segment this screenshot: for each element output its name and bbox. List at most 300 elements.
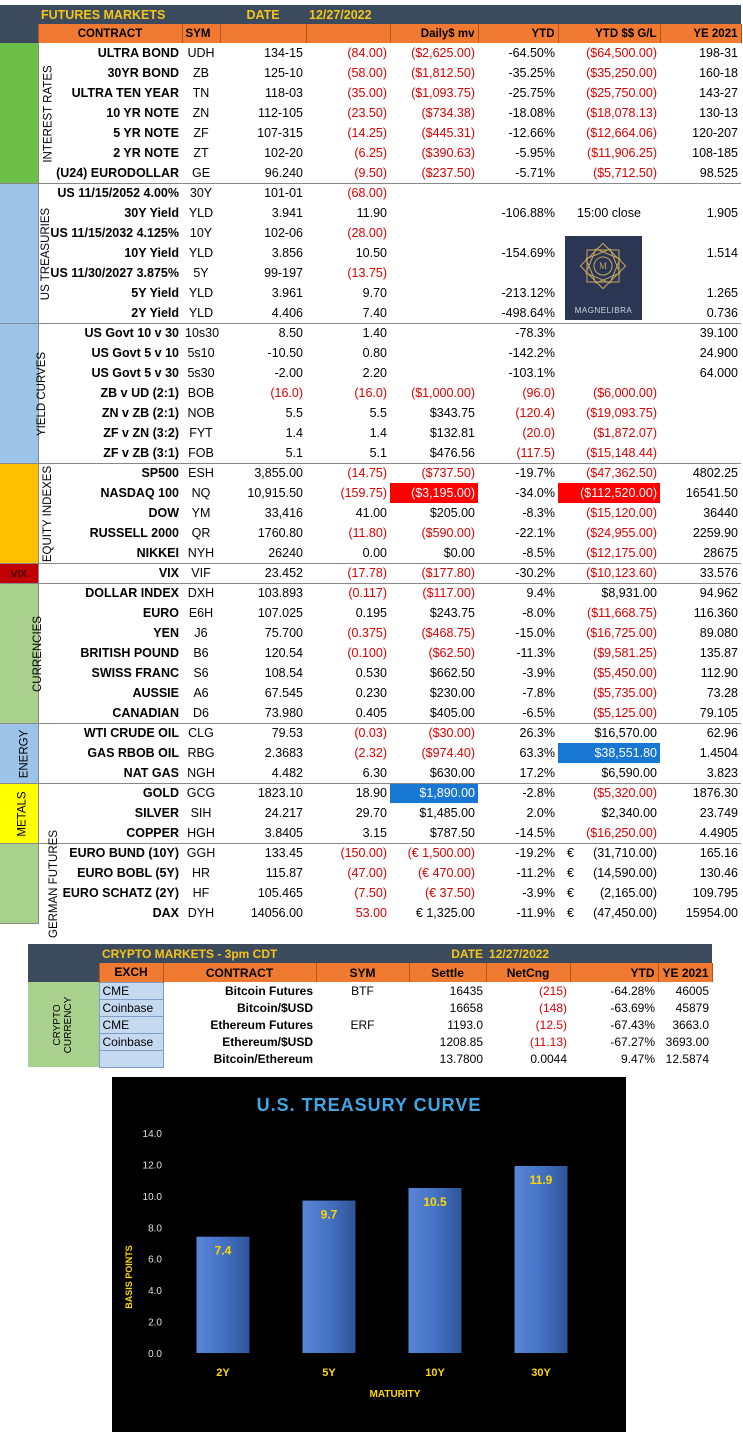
symbol-cell: DYH: [187, 906, 215, 920]
symbol-cell: ESH: [182, 463, 220, 483]
symbol-cell: HGH: [187, 825, 215, 840]
change-cell: 11.90: [356, 206, 387, 220]
futures-row: [0, 883, 741, 903]
change-cell: (0.117): [306, 583, 390, 603]
symbol-cell: 10Y: [189, 226, 213, 240]
daily-mv-cell: $630.00: [429, 765, 475, 780]
ye2021-cell: 130.46: [699, 866, 738, 880]
bar-10y: [409, 1188, 462, 1353]
daily-mv-cell: [390, 263, 478, 283]
futures-row: [0, 343, 741, 363]
ytd-gl-cell: ($6,000.00): [593, 386, 657, 400]
symbol-cell: YLD: [188, 286, 214, 300]
change-cell: 53.00: [355, 906, 387, 920]
price-cell: 23.452: [220, 563, 306, 583]
contract-cell: SILVER: [134, 806, 179, 820]
contract-cell: DOW: [148, 506, 179, 520]
y-tick-label: 4.0: [148, 1286, 162, 1298]
symbol-cell: QR: [191, 526, 211, 540]
change-cell: 18.90: [306, 783, 390, 803]
bar-value-label: 7.4: [214, 1243, 232, 1258]
daily-mv-cell: $205.00: [429, 506, 475, 520]
crypto-row: [28, 1050, 712, 1067]
symbol-cell: ZF: [193, 126, 209, 140]
change-cell: 0.80: [362, 346, 387, 360]
futures-row: [0, 543, 741, 563]
futures-row: [0, 403, 741, 423]
symbol-cell: YLD: [188, 206, 214, 220]
symbol-cell: 5s30: [187, 366, 215, 380]
symbol-cell: DXH: [182, 583, 220, 603]
col-crypto-sym: SYM: [316, 963, 409, 982]
settle-cell: 1208.85: [439, 1034, 484, 1049]
ytd-gl-cell: [558, 883, 660, 903]
futures-row: [0, 623, 741, 643]
ytd-gl-cell: ($11,906.25): [587, 146, 657, 160]
group-label-text: EQUITY INDEXES: [42, 465, 55, 563]
contract-cell: EURO BOBL (5Y): [77, 866, 179, 880]
daily-mv-cell: ($117.00): [390, 583, 478, 603]
crypto-ytd-cell: 9.47%: [621, 1051, 656, 1066]
price-cell: 5.5: [285, 406, 303, 420]
ytd-gl-cell: ($24,955.00): [586, 526, 657, 540]
symbol-cell: HR: [191, 866, 211, 880]
ye2021-cell: 0.736: [706, 305, 738, 320]
futures-row: [0, 103, 741, 123]
futures-row: [0, 603, 741, 623]
ye2021-cell: 135.87: [699, 646, 738, 660]
change-cell: (0.375): [347, 626, 387, 640]
ytd-cell: -11.3%: [516, 646, 555, 660]
bar-value-label: 9.7: [320, 1207, 338, 1222]
ye2021-cell: 116.360: [693, 606, 738, 620]
daily-mv-cell: ($3,195.00): [390, 483, 478, 503]
ytd-gl-cell: ($1,872.07): [593, 426, 657, 440]
futures-row: [0, 483, 741, 503]
futures-row: [0, 783, 741, 803]
change-cell: (84.00): [347, 46, 387, 60]
futures-row: [0, 763, 741, 783]
crypto-date: 12/27/2022: [486, 944, 570, 963]
price-cell: -2.00: [274, 366, 303, 380]
contract-cell: 30Y Yield: [124, 206, 179, 220]
ytd-gl-cell: ($5,320.00): [558, 783, 660, 803]
x-tick-label: 2Y: [216, 1367, 230, 1379]
price-cell: 99-197: [264, 266, 303, 280]
ytd-gl-cell: 15:00 close: [577, 206, 641, 220]
daily-mv-cell: (€ 470.00): [418, 866, 475, 880]
ytd-gl-cell: ($25,750.00): [586, 86, 657, 100]
price-cell: 4.406: [271, 305, 303, 320]
crypto-symbol-cell: [316, 1050, 409, 1067]
ye2021-cell: [660, 383, 741, 403]
change-cell: (17.78): [306, 563, 390, 583]
ytd-gl-cell: $6,590.00: [601, 765, 657, 780]
futures-row: [0, 663, 741, 683]
price-cell: (16.0): [270, 386, 303, 400]
ye2021-cell: 62.96: [660, 723, 741, 743]
change-cell: (16.0): [354, 386, 387, 400]
col-ytd-gl: YTD $$ G/L: [558, 24, 660, 43]
ytd-cell: -15.0%: [515, 626, 555, 640]
ytd-gl-value: (14,590.00): [593, 866, 657, 880]
contract-cell: US 11/30/2027 3.875%: [50, 266, 179, 280]
crypto-contract-cell: Bitcoin/Ethereum: [213, 1051, 313, 1066]
contract-cell: SP500: [38, 463, 182, 483]
price-cell: 79.53: [220, 723, 306, 743]
ytd-gl-cell: ($9,581.25): [593, 646, 657, 660]
ye2021-cell: [660, 423, 741, 443]
price-cell: 67.545: [264, 686, 303, 700]
symbol-cell: YLD: [188, 305, 214, 320]
symbol-cell: YM: [191, 506, 211, 520]
col-sym: SYM: [182, 24, 220, 43]
change-cell: (13.75): [347, 266, 387, 280]
contract-cell: 10Y Yield: [124, 246, 179, 260]
change-cell: (14.25): [347, 126, 387, 140]
futures-row: [0, 383, 741, 403]
netcng-cell: (148): [539, 1000, 568, 1015]
price-cell: 10,915.50: [247, 486, 303, 500]
daily-mv-cell: [390, 223, 478, 243]
daily-mv-cell: ($590.00): [421, 526, 475, 540]
change-cell: (0.100): [347, 646, 387, 660]
group-label-text: ENERGY: [18, 729, 31, 779]
ytd-gl-cell: ($10,123.60): [558, 563, 660, 583]
col-crypto-ye: YE 2021: [658, 963, 712, 982]
group-label-text: GERMAN FUTURES: [47, 830, 60, 938]
change-cell: (9.50): [354, 165, 387, 180]
symbol-cell: B6: [193, 646, 209, 660]
daily-mv-cell: ($734.38): [421, 106, 475, 120]
ye2021-cell: 112.90: [700, 666, 738, 680]
futures-row: [0, 443, 741, 463]
bar-value-label: 11.9: [529, 1173, 553, 1187]
crypto-ye-cell: 3693.00: [665, 1034, 710, 1049]
x-tick-label: 30Y: [531, 1367, 551, 1379]
futures-row: [0, 143, 741, 163]
contract-cell: ZN v ZB (2:1): [101, 406, 179, 420]
ye2021-cell: 79.105: [699, 705, 738, 720]
ytd-cell: -8.3%: [522, 506, 555, 520]
ytd-gl-cell: ($64,500.00): [586, 46, 657, 60]
bar-value-label: 10.5: [423, 1195, 447, 1209]
group-label-text: VIX: [10, 568, 27, 580]
crypto-contract-cell: Ethereum Futures: [210, 1017, 313, 1032]
futures-row: [0, 703, 741, 723]
crypto-title-row: [28, 944, 712, 963]
ytd-gl-cell: ($12,175.00): [586, 545, 657, 560]
contract-cell: NIKKEI: [136, 545, 179, 560]
ytd-cell: -8.0%: [522, 606, 555, 620]
crypto-ytd-cell: -67.27%: [610, 1034, 656, 1049]
change-cell: 6.30: [362, 765, 387, 780]
contract-cell: GOLD: [38, 783, 182, 803]
daily-mv-cell: ($177.80): [390, 563, 478, 583]
contract-cell: 10 YR NOTE: [106, 106, 179, 120]
price-cell: 4.482: [271, 765, 303, 780]
futures-title: FUTURES MARKETS: [38, 5, 182, 24]
change-cell: 7.40: [362, 305, 387, 320]
ytd-cell: -22.1%: [515, 526, 555, 540]
ytd-gl-cell: [558, 343, 660, 363]
ye2021-cell: 94.962: [660, 583, 741, 603]
price-cell: 73.980: [264, 705, 303, 720]
y-tick-label: 0.0: [148, 1349, 162, 1360]
price-cell: 103.893: [220, 583, 306, 603]
crypto-header-row: [28, 963, 712, 982]
ye2021-cell: 1.514: [706, 246, 738, 260]
ytd-gl-cell: ($16,725.00): [586, 626, 657, 640]
group-label: [0, 723, 38, 783]
ytd-cell: -78.3%: [478, 323, 558, 343]
daily-mv-cell: [390, 303, 478, 323]
ye2021-cell: 160-18: [699, 66, 738, 80]
crypto-ye-cell: 45879: [675, 1000, 710, 1015]
col-daily-mv: Daily$ mv: [390, 24, 478, 43]
futures-row: [0, 643, 741, 663]
crypto-row: [28, 999, 712, 1016]
ye2021-cell: 24.900: [699, 346, 738, 360]
ytd-gl-cell: ($15,120.00): [586, 506, 657, 520]
change-cell: (2.32): [354, 746, 387, 760]
ytd-cell: -64.50%: [508, 46, 555, 60]
ye2021-cell: [660, 223, 741, 243]
price-cell: 102-06: [264, 226, 303, 240]
col-change: [306, 24, 390, 43]
daily-mv-cell: (€ 1,500.00): [390, 843, 478, 863]
ye2021-cell: [660, 263, 741, 283]
change-cell: 29.70: [355, 806, 387, 820]
crypto-contract-cell: Bitcoin/$USD: [236, 1000, 313, 1015]
ytd-cell: -103.1%: [508, 366, 555, 380]
futures-row: [0, 183, 741, 203]
ytd-gl-cell: [558, 843, 660, 863]
change-cell: (7.50): [354, 886, 387, 900]
change-cell: 3.15: [362, 825, 387, 840]
symbol-cell: NGH: [187, 765, 215, 780]
price-cell: 112-105: [258, 106, 303, 120]
ytd-gl-cell: $16,570.00: [558, 723, 660, 743]
symbol-cell: YLD: [188, 246, 214, 260]
ytd-cell: -8.5%: [522, 545, 555, 560]
y-tick-label: 12.0: [142, 1160, 162, 1172]
ytd-gl-cell: $2,340.00: [601, 806, 657, 820]
symbol-cell: BOB: [187, 386, 215, 400]
symbol-cell: 10s30: [182, 323, 220, 343]
settle-cell: 16435: [449, 983, 484, 998]
ytd-gl-cell: ($35,250.00): [586, 66, 657, 80]
y-tick-label: 8.0: [148, 1223, 162, 1235]
futures-row: [0, 503, 741, 523]
ytd-cell: (96.0): [522, 386, 555, 400]
price-cell: 107-315: [257, 126, 303, 140]
futures-row: [0, 163, 741, 183]
ytd-cell: [478, 223, 558, 243]
change-cell: 10.50: [355, 246, 387, 260]
crypto-symbol-cell: ERF: [350, 1017, 375, 1032]
ytd-gl-cell: ($5,735.00): [593, 686, 657, 700]
crypto-contract-cell: Ethereum/$USD: [222, 1034, 313, 1049]
price-cell: 26240: [268, 545, 303, 560]
symbol-cell: NYH: [187, 545, 215, 560]
group-label-text: US TREASURIES: [40, 207, 53, 301]
col-price: [220, 24, 306, 43]
price-cell: 14056.00: [250, 906, 303, 920]
ytd-cell: -154.69%: [501, 246, 555, 260]
symbol-cell: ZT: [193, 146, 209, 160]
crypto-ytd-cell: -67.43%: [610, 1017, 656, 1032]
crypto-row: [28, 1016, 712, 1033]
futures-row: [0, 63, 741, 83]
contract-cell: WTI CRUDE OIL: [38, 723, 182, 743]
change-cell: (35.00): [347, 86, 387, 100]
price-cell: 107.025: [257, 606, 303, 620]
futures-row: [0, 583, 741, 603]
daily-mv-cell: ($974.40): [421, 746, 475, 760]
ytd-gl-cell: [558, 363, 660, 383]
futures-row: [0, 523, 741, 543]
y-tick-label: 6.0: [148, 1254, 162, 1266]
price-cell: 8.50: [220, 323, 306, 343]
contract-cell: RUSSELL 2000: [89, 526, 179, 540]
daily-mv-cell: $476.56: [429, 445, 475, 460]
col-exch: EXCH: [99, 963, 163, 982]
group-label: [0, 183, 53, 323]
group-label-text: YIELD CURVES: [36, 351, 49, 437]
ytd-cell: 26.3%: [478, 723, 558, 743]
group-label: [0, 463, 55, 563]
symbol-cell: 5s10: [187, 346, 215, 360]
contract-cell: US Govt 10 v 30: [38, 323, 182, 343]
daily-mv-cell: ($445.31): [421, 126, 475, 140]
change-cell: (28.00): [347, 226, 387, 240]
group-label-text: INTEREST RATES: [42, 65, 55, 163]
crypto-ye-cell: 46005: [675, 983, 710, 998]
daily-mv-cell: $343.75: [429, 406, 475, 420]
ye2021-cell: 28675: [703, 545, 738, 560]
daily-mv-cell: [390, 183, 478, 203]
daily-mv-cell: [390, 203, 478, 223]
futures-row: [0, 363, 741, 383]
ytd-gl-value: (2,165.00): [600, 886, 657, 900]
ytd-cell: 17.2%: [519, 765, 555, 780]
futures-row: [0, 563, 741, 583]
ye2021-cell: 2259.90: [692, 526, 738, 540]
ytd-cell: [478, 183, 558, 203]
col-contract: CONTRACT: [38, 24, 182, 43]
symbol-cell: VIF: [182, 563, 220, 583]
daily-mv-cell: (€ 37.50): [424, 886, 475, 900]
futures-row: [0, 203, 741, 223]
crypto-row: [28, 1033, 712, 1050]
contract-cell: 5Y Yield: [131, 286, 179, 300]
futures-row: [0, 83, 741, 103]
x-axis-label: MATURITY: [369, 1389, 421, 1400]
currency-symbol: €: [567, 886, 574, 900]
daily-mv-cell: $405.00: [429, 705, 475, 720]
daily-mv-cell: ($237.50): [421, 165, 475, 180]
ytd-cell: -34.0%: [515, 486, 555, 500]
price-cell: 5.1: [285, 445, 303, 460]
symbol-cell: CLG: [182, 723, 220, 743]
symbol-cell: HF: [192, 886, 210, 900]
col-ytd: YTD: [478, 24, 558, 43]
ye2021-cell: 33.576: [660, 563, 741, 583]
change-cell: 2.20: [362, 366, 387, 380]
settle-cell: 1193.0: [447, 1017, 484, 1032]
contract-cell: ULTRA TEN YEAR: [71, 86, 179, 100]
price-cell: 1760.80: [257, 526, 303, 540]
ye2021-cell: 3.823: [706, 765, 738, 780]
crypto-title: CRYPTO MARKETS - 3pm CDT: [99, 944, 409, 963]
ytd-cell: -19.7%: [478, 463, 558, 483]
group-label: [0, 583, 45, 723]
change-cell: 0.530: [355, 666, 387, 680]
futures-header-row: [0, 24, 741, 43]
ytd-cell: -498.64%: [501, 305, 555, 320]
ytd-gl-cell: ($19,093.75): [586, 406, 657, 420]
symbol-cell: 5Y: [193, 266, 209, 280]
change-cell: (68.00): [306, 183, 390, 203]
group-label: [0, 323, 49, 463]
ye2021-cell: 16541.50: [685, 486, 738, 500]
ye2021-cell: 23.749: [699, 806, 738, 820]
ytd-cell: -142.2%: [508, 346, 555, 360]
symbol-cell: ZB: [193, 66, 209, 80]
ytd-cell: 2.0%: [526, 806, 555, 820]
ye2021-cell: 4.4905: [699, 825, 738, 840]
change-cell: (6.25): [354, 146, 387, 160]
contract-cell: COPPER: [126, 825, 179, 840]
price-cell: 75.700: [264, 626, 303, 640]
price-cell: 33,416: [264, 506, 303, 520]
contract-cell: NAT GAS: [123, 765, 179, 780]
symbol-cell: GGH: [182, 843, 220, 863]
futures-row: [0, 683, 741, 703]
crypto-ytd-cell: -63.69%: [610, 1000, 656, 1015]
contract-cell: ULTRA BOND: [97, 46, 179, 60]
price-cell: 108.54: [264, 666, 303, 680]
contract-cell: (U24) EURODOLLAR: [56, 165, 179, 180]
ye2021-cell: 108-185: [692, 146, 738, 160]
symbol-cell: SIH: [190, 806, 212, 820]
ytd-cell: -7.8%: [522, 686, 555, 700]
futures-row: [0, 123, 741, 143]
exchange-cell: Coinbase: [99, 1033, 163, 1050]
daily-mv-cell: ($30.00): [390, 723, 478, 743]
exchange-cell: Coinbase: [99, 999, 163, 1016]
group-label: [0, 830, 60, 938]
netcng-cell: (215): [539, 983, 568, 998]
futures-row: [0, 903, 741, 923]
ytd-gl-value: (47,450.00): [593, 906, 657, 920]
ye2021-cell: [660, 443, 741, 463]
daily-mv-cell: [390, 283, 478, 303]
price-cell: 2.3683: [264, 746, 303, 760]
crypto-ytd-cell: -64.28%: [610, 983, 656, 998]
symbol-cell: RBG: [187, 746, 215, 760]
contract-cell: ZF v ZN (3:2): [103, 426, 179, 440]
contract-cell: 2 YR NOTE: [113, 146, 179, 160]
change-cell: 1.4: [369, 426, 387, 440]
ytd-gl-cell: ($15,148.44): [586, 445, 657, 460]
group-label: [0, 783, 38, 843]
y-tick-label: 14.0: [142, 1129, 162, 1140]
price-cell: 96.240: [264, 165, 303, 180]
change-cell: 0.230: [355, 686, 387, 700]
change-cell: 41.00: [355, 506, 387, 520]
